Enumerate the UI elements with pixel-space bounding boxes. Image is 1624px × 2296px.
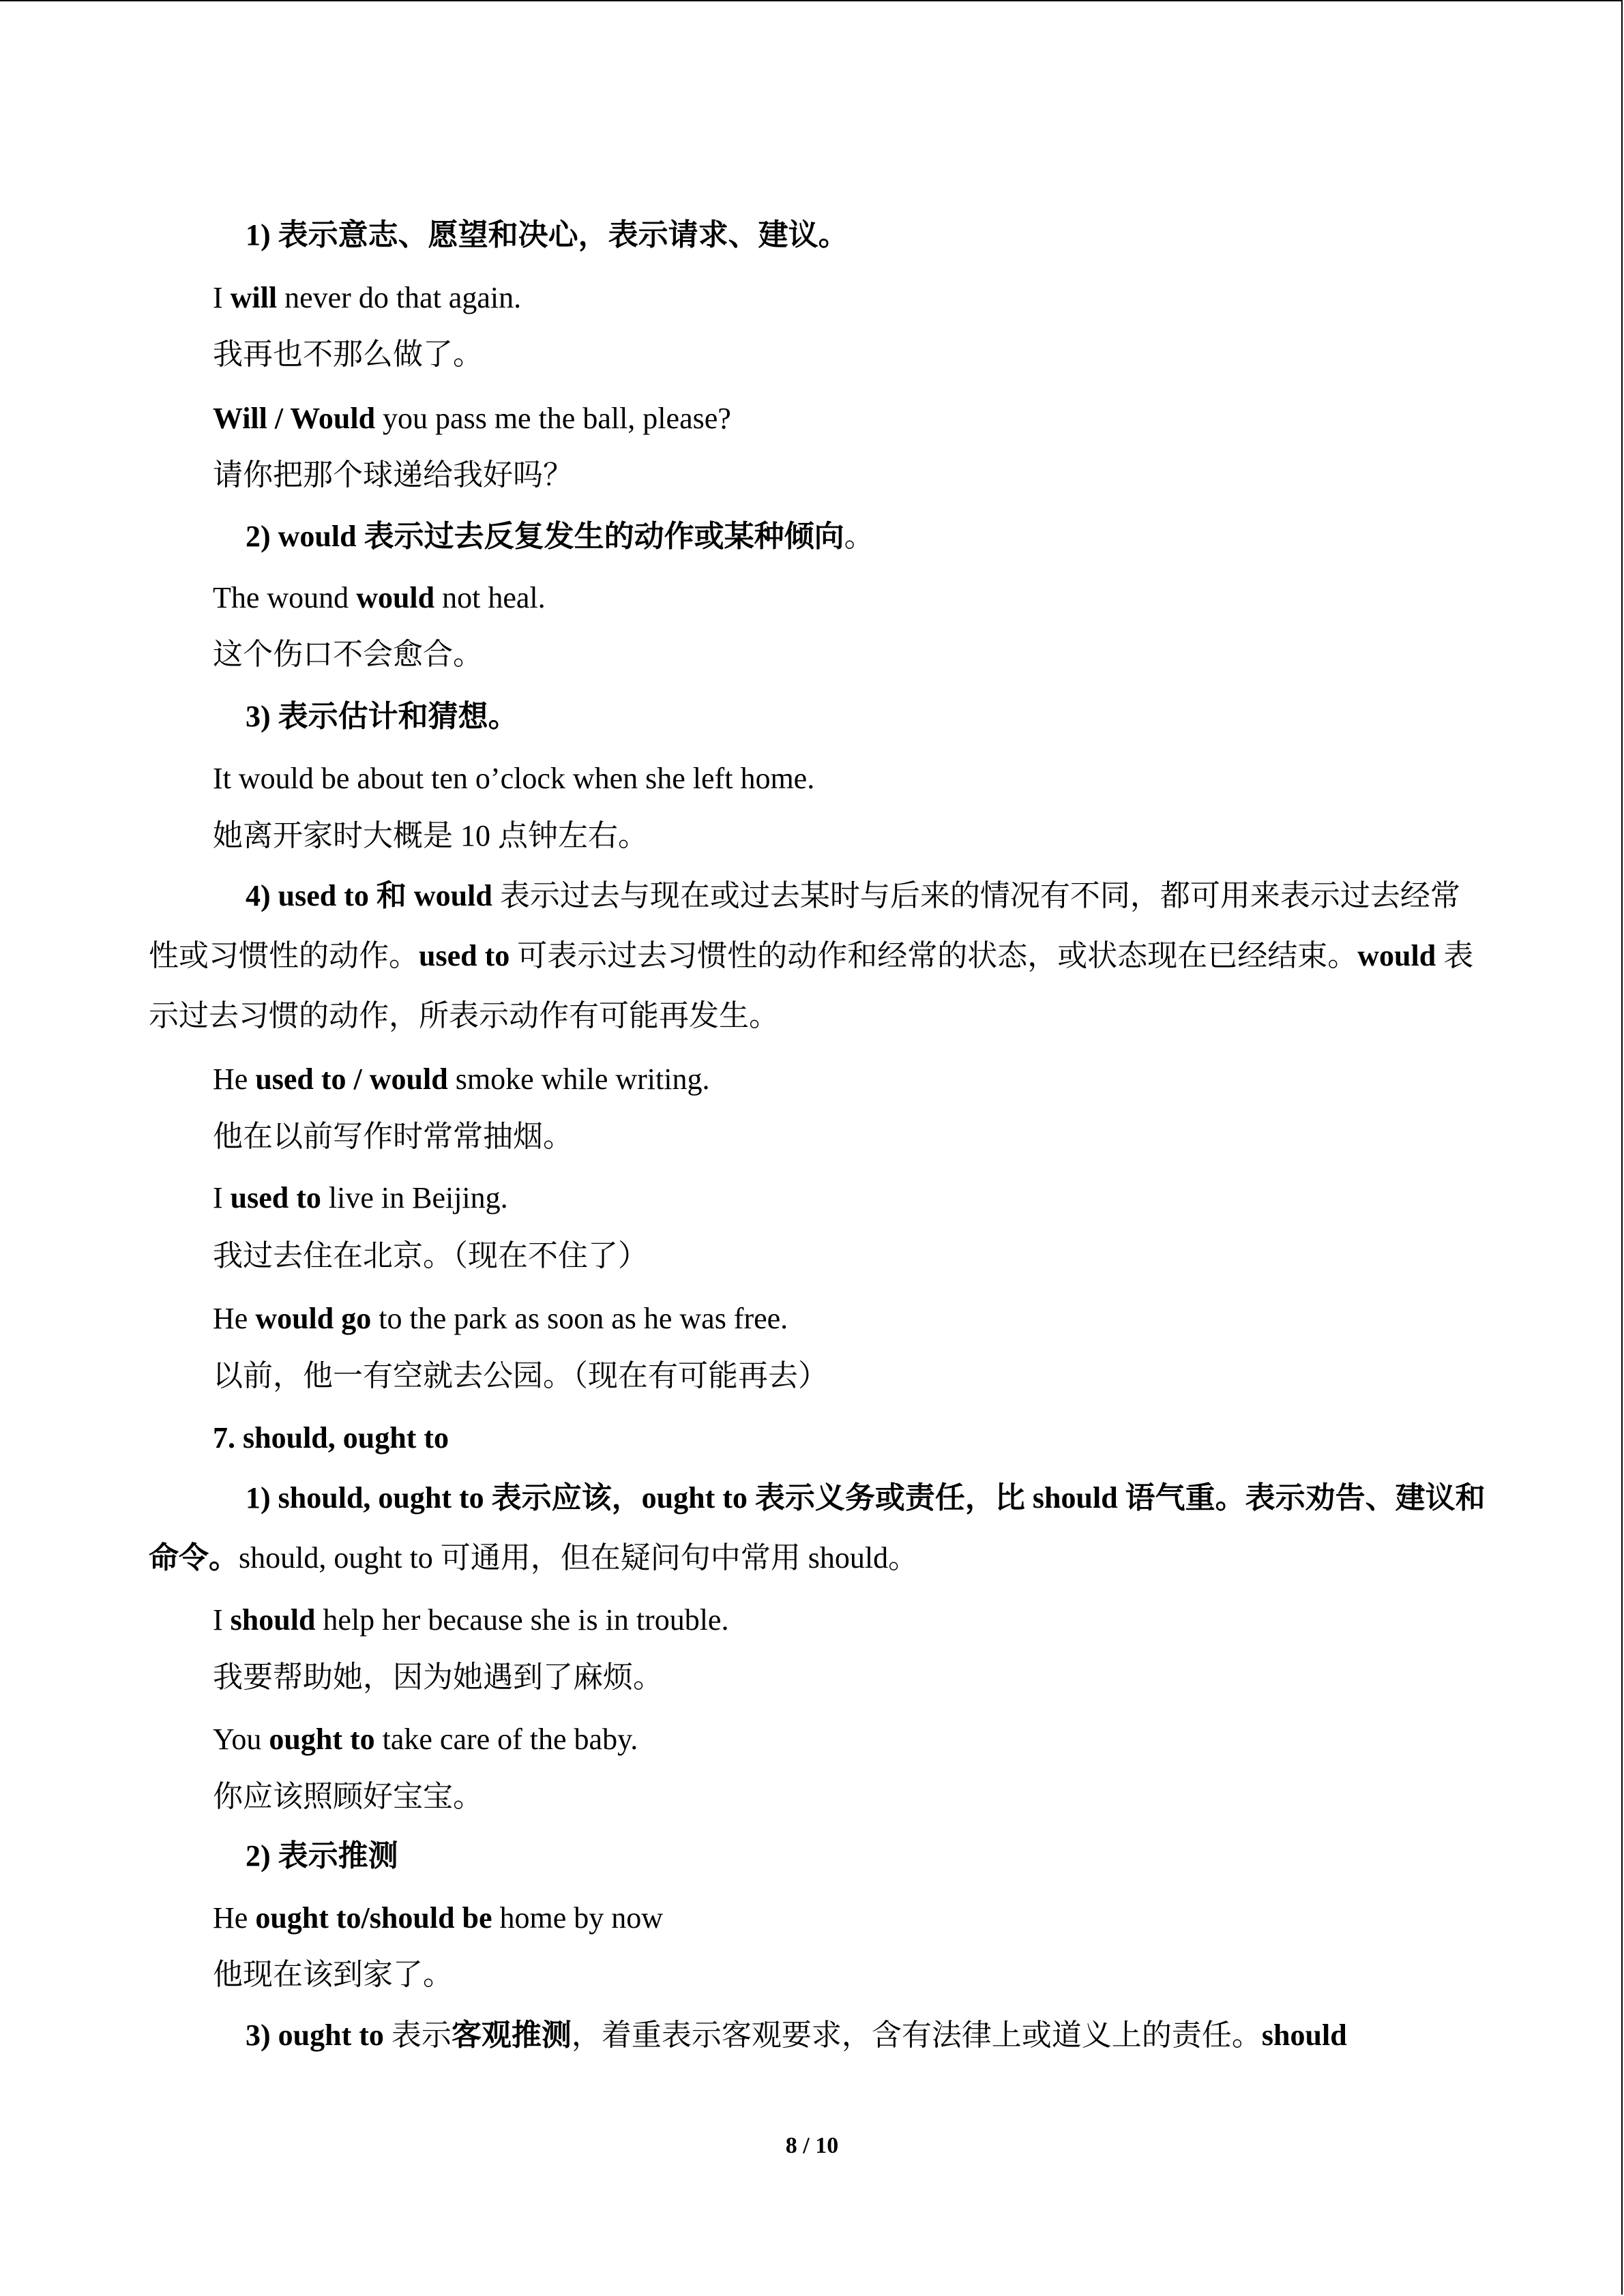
explanation-paragraph-7-1: [149, 1468, 1486, 1588]
bold-span: would: [1357, 939, 1436, 972]
explanation-paragraph-4: [149, 866, 1486, 1046]
translation: [213, 1236, 648, 1277]
bold-span: will: [230, 281, 278, 314]
text-span: He: [213, 1062, 256, 1096]
example-sentence: [213, 1898, 663, 1939]
text-span: 表示: [383, 2018, 452, 2052]
text-span: The wound: [213, 581, 357, 614]
bold-span: 4) used to 和 would: [246, 879, 492, 912]
text-span: smoke while writing.: [447, 1062, 710, 1096]
text-span: live in Beijing.: [321, 1181, 508, 1214]
text-span: 表示过去与现在或过去某时与后来的情况有不同，都可用来表示过去经常性或习惯性的动作。: [149, 879, 1460, 972]
translation: [213, 455, 573, 496]
page-number: [0, 2133, 1624, 2159]
text-span: home by now: [492, 1901, 664, 1935]
example-sentence: [213, 1178, 508, 1219]
translation: [213, 334, 483, 375]
bold-span: would: [356, 581, 435, 614]
page-number-text: 8 / 10: [785, 2133, 839, 2158]
translation-text: 她离开家时大概是 10 点钟左右。: [213, 819, 648, 852]
text-span: should, ought to 可通用，但在疑问句中常用 should。: [239, 1541, 919, 1575]
translation: [213, 1954, 453, 1995]
text-span: I: [213, 1603, 231, 1637]
heading-text: 7. should, ought to: [213, 1421, 449, 1455]
example-sentence: [213, 758, 814, 799]
bold-span: 客观推测: [451, 2018, 572, 2052]
text-span: help her because she is in trouble.: [315, 1603, 729, 1637]
translation: [213, 1776, 483, 1817]
bold-span: should: [1261, 2018, 1347, 2052]
translation: [213, 634, 483, 675]
text-span: I: [213, 1181, 231, 1214]
translation-text: 我要帮助她，因为她遇到了麻烦。: [213, 1660, 663, 1694]
translation-text: 这个伤口不会愈合。: [213, 638, 483, 671]
section-heading-7-3: [246, 2015, 1347, 2056]
translation: [213, 816, 648, 856]
translation-text: 请你把那个球递给我好吗？: [213, 458, 573, 492]
text-span: I: [213, 281, 231, 314]
bold-span: used to: [419, 939, 510, 972]
text-span: He: [213, 1901, 256, 1935]
bold-span: used to / would: [255, 1062, 448, 1096]
text-span: never do that again.: [277, 281, 522, 314]
translation-text: 你应该照顾好宝宝。: [213, 1780, 483, 1813]
text-span: take care of the baby.: [374, 1723, 638, 1756]
bold-span: ought to/should be: [255, 1901, 492, 1935]
translation-text: 我再也不那么做了。: [213, 338, 483, 371]
section-heading-7-2: [246, 1836, 398, 1877]
text-span: You: [213, 1723, 269, 1756]
heading-text: 。: [844, 520, 874, 553]
bold-span: ought to: [269, 1723, 375, 1756]
translation: [213, 1657, 663, 1698]
translation-text: 他在以前写作时常常抽烟。: [213, 1120, 573, 1153]
section-heading-1: [246, 215, 848, 256]
example-sentence: [213, 278, 521, 318]
heading-text: 1) 表示意志、愿望和决心，表示请求、建议。: [246, 218, 848, 252]
section-heading-2: [246, 516, 874, 557]
heading-text: 2) 表示推测: [246, 1839, 398, 1873]
example-sentence: [213, 1298, 788, 1339]
translation-text: 以前，他一有空就去公园。（现在有可能再去）: [213, 1359, 828, 1392]
bold-span: should: [230, 1603, 316, 1637]
text-span: It would be about ten o’clock when she left home.: [213, 762, 815, 795]
translation: [213, 1116, 573, 1157]
example-sentence: [213, 398, 731, 439]
bold-span: 1) should, ought to 表示应该，ought to 表示义务或责任，比 should 语气重。表示劝告、建议和命令。: [149, 1481, 1486, 1575]
example-sentence: [213, 1719, 638, 1760]
translation-text: 他现在该到家了。: [213, 1958, 453, 1991]
text-span: you pass me the ball, please?: [375, 402, 731, 435]
heading-text: 3) 表示估计和猜想。: [246, 700, 518, 733]
bold-span: 3) ought to: [246, 2018, 384, 2052]
bold-span: used to: [230, 1181, 321, 1214]
example-sentence: [213, 1600, 728, 1641]
bold-span: Will / Would: [213, 402, 376, 435]
translation-text: 我过去住在北京。（现在不住了）: [213, 1239, 648, 1272]
example-sentence: [213, 1059, 709, 1100]
section-heading-7: [213, 1418, 449, 1459]
translation: [213, 1356, 828, 1397]
text-span: 可表示过去习惯性的动作和经常的状态，或状态现在已经结束。: [510, 939, 1358, 972]
text-span: ，着重表示客观要求，含有法律上或道义上的责任。: [571, 2018, 1262, 2052]
section-heading-3: [246, 696, 518, 737]
text-span: 表示过去习惯的动作，所表示动作有可能再发生。: [149, 939, 1474, 1032]
bold-span: would go: [255, 1302, 372, 1335]
text-span: not heal.: [434, 581, 546, 614]
example-sentence: [213, 578, 546, 618]
text-span: He: [213, 1302, 256, 1335]
heading-text: 2) would 表示过去反复发生的动作或某种倾向: [246, 520, 844, 553]
text-span: to the park as soon as he was free.: [371, 1302, 788, 1335]
